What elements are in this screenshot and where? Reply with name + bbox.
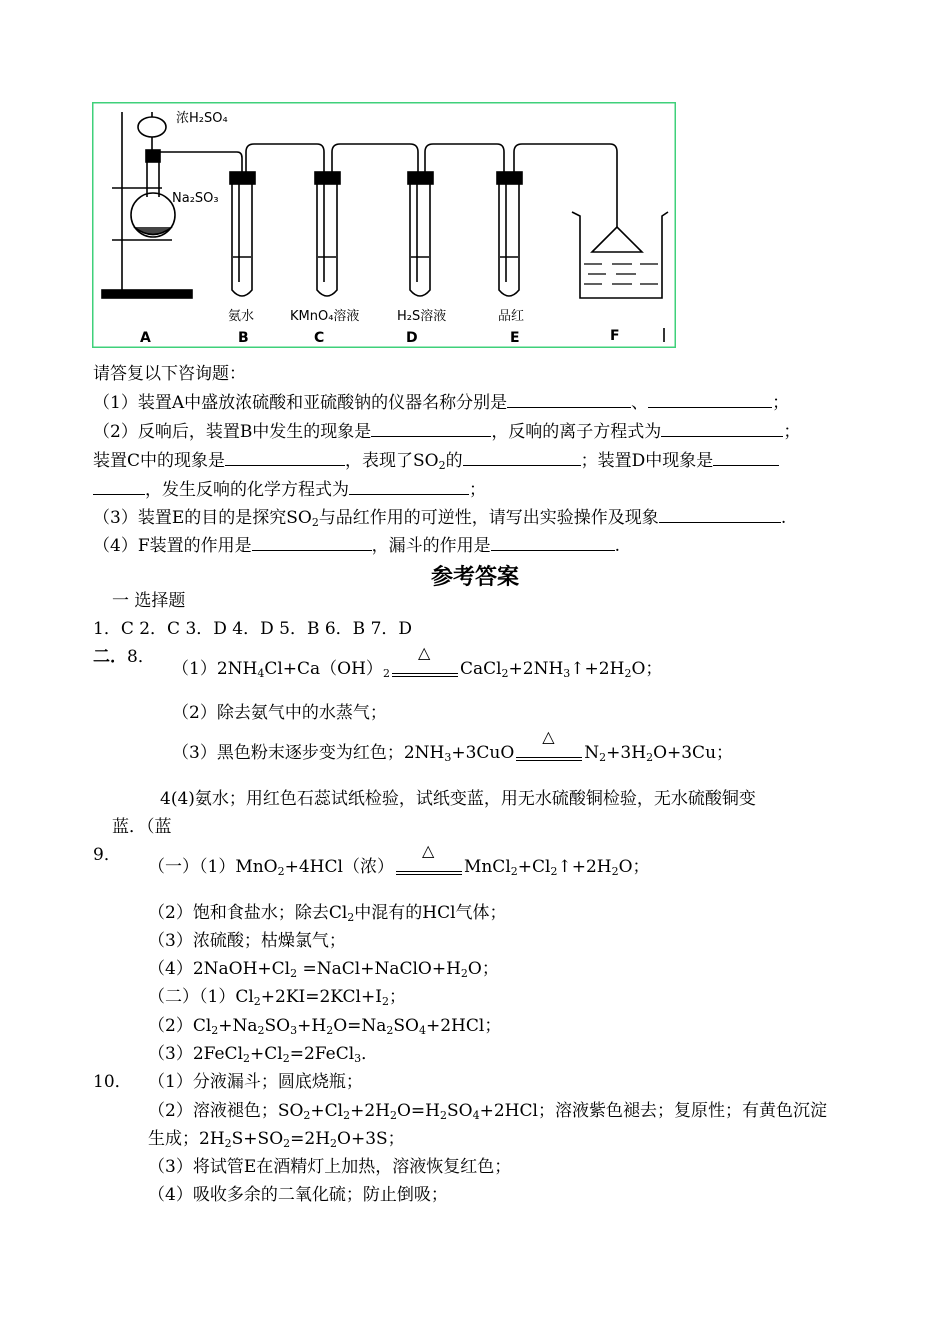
question-1: （1）装置A中盛放浓硫酸和亚硫酸钠的仪器名称分别是 、 ； — [93, 393, 790, 413]
answer-8-label: 二．8． — [93, 647, 155, 667]
answer-10-1: （1）分液漏斗；圆底烧瓶； — [148, 1072, 363, 1092]
label-b-reagent: 氨水 — [228, 309, 255, 324]
apparatus-figure — [92, 102, 676, 348]
answer-10-label: 10． — [93, 1072, 132, 1092]
answer-9-1: （一）（1）MnO$_2$+4HCl（浓） △ $MnCl_2+Cl_2↑+2H_2O$； — [148, 841, 650, 878]
label-e-reagent: 品红 — [498, 309, 525, 324]
question-2-cont2: ，发生反响的化学方程式为 ； — [93, 478, 486, 501]
answer-9-label: 9． — [93, 845, 121, 865]
answer-9-3: （3）浓硫酸；枯燥氯气； — [148, 931, 346, 951]
label-a: A — [140, 330, 151, 346]
answer-10-2b: 生成；$2H_2S+SO_2=2H_2O+3S$； — [148, 1129, 405, 1150]
answers-choices: 1．C 2．C 3．D 4．D 5．B 6．B 7．D — [93, 619, 413, 639]
answer-9-4: $(4)2NaOH+Cl_2$ $=NaCl+NaClO+H_2O$； — [148, 959, 499, 980]
answer-10-4: （4）吸收多余的二氧化硫；防止倒吸； — [148, 1185, 448, 1205]
label-d: D — [406, 330, 418, 346]
question-intro: 请答复以下咨询题： — [93, 364, 246, 384]
answer-8-2: （2）除去氨气中的水蒸气； — [172, 703, 387, 723]
label-salt: Na₂SO₃ — [172, 191, 219, 206]
label-acid: 浓H₂SO₄ — [176, 111, 228, 126]
label-e: E — [510, 330, 520, 346]
label-c: C — [314, 330, 325, 346]
question-2-cont: 装置C中的现象是 ，表现了$SO_2$的 ；装置D中现象是 — [93, 449, 779, 472]
answer-8-1: $(1)2NH_4Cl+Ca(OH)_2$ △ $CaCl_2+2NH_3↑+2H_2O$； — [172, 643, 663, 680]
answer-9-5: （二）$(1)Cl_2+2KI=2KCl+I_2$； — [148, 987, 406, 1008]
question-3: （3）装置E的目的是探究$SO_2$与品红作用的可逆性，请写出实验操作及现象 . — [93, 508, 787, 529]
answer-8-4b: 蓝．（蓝 — [112, 817, 172, 837]
label-b: B — [238, 330, 249, 346]
answer-8-3: （3）黑色粉末逐步变为红色；$2NH_3+3CuO$ △ $N_2+3H_2O+3Cu$； — [172, 727, 734, 764]
question-2: （2）反响后，装置B中发生的现象是 ，反响的离子方程式为 ； — [93, 422, 801, 442]
answer-8-4: 4(4)氨水；用红色石蕊试纸检验，试纸变蓝，用无水硫酸铜检验，无水硫酸铜变 — [160, 789, 756, 809]
label-f: F — [610, 328, 620, 344]
label-d-reagent: H₂S溶液 — [397, 309, 447, 324]
answers-title: 参考答案 — [430, 565, 519, 590]
label-c-reagent: KMnO₄溶液 — [290, 309, 360, 324]
answer-9-7: $(3)2FeCl_2+Cl_2=2FeCl_3$． — [148, 1044, 379, 1065]
question-4: （4）F装置的作用是 ，漏斗的作用是 . — [93, 536, 621, 556]
answer-9-2: （2）饱和食盐水；除去$Cl_2$中混有的HCl气体； — [148, 903, 507, 924]
answer-9-6: $(2)Cl_2+Na_2SO_3+H_2O=Na_2SO_4+2HCl$； — [148, 1016, 502, 1037]
answer-10-3: （3）将试管E在酒精灯上加热，溶液恢复红色； — [148, 1157, 512, 1177]
answers-section1: 一 选择题 — [112, 591, 186, 611]
answer-10-2: （2）溶液褪色；$SO_2+Cl_2+2H_2O=H_2SO_4+2HCl$；溶液紫色褪去；复原性；有黄色沉淀 — [148, 1101, 827, 1122]
